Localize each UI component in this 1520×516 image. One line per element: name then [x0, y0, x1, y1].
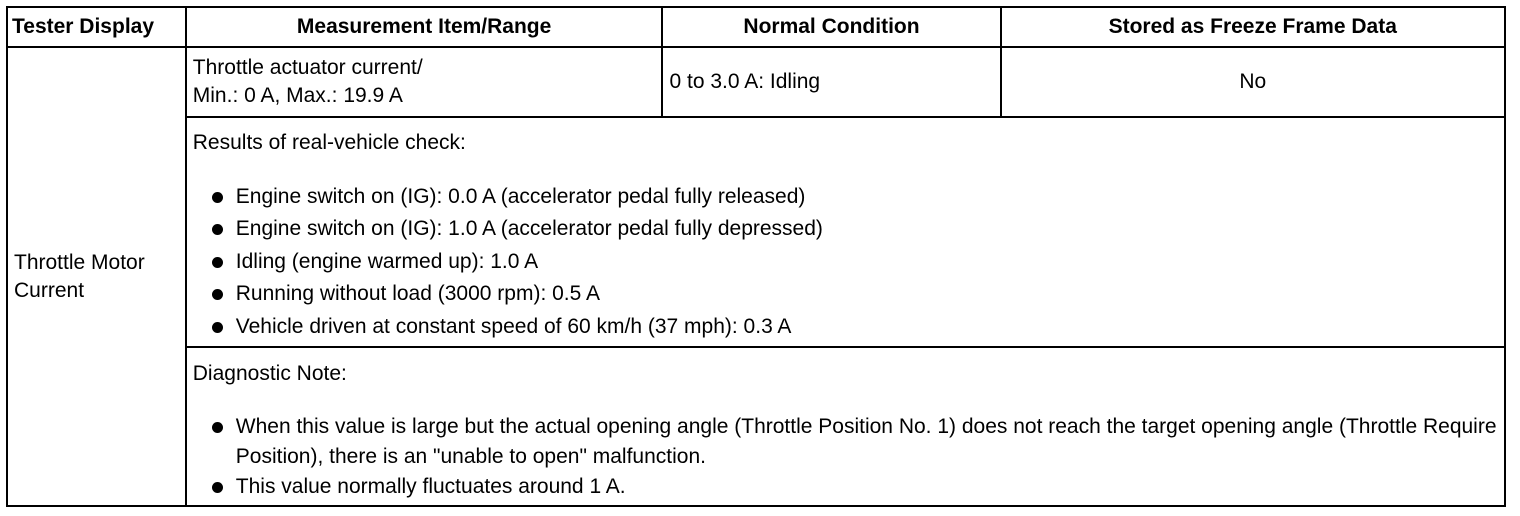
bullet-icon — [212, 257, 223, 268]
normal-condition-cell: 0 to 3.0 A: Idling — [662, 47, 1000, 117]
header-measurement-item: Measurement Item/Range — [186, 7, 663, 47]
freeze-frame-cell: No — [1001, 47, 1506, 117]
bullet-icon — [212, 192, 223, 203]
list-item — [193, 181, 1498, 214]
table-row — [7, 47, 1505, 117]
measurement-item-line1: Throttle actuator current/ — [192, 56, 423, 79]
header-tester-display: Tester Display — [7, 7, 186, 47]
list-item — [193, 246, 1498, 279]
header-freeze-frame: Stored as Freeze Frame Data — [1001, 7, 1506, 47]
list-item-text: Running without load (3000 rpm): 0.5 A — [235, 282, 600, 306]
list-item-text: When this value is large but the actual opening angle (Throttle Position No. 1) does not reach the target opening angle (Throttle Require Position), there is an "unable to open" malfunction. — [235, 414, 1497, 468]
list-item — [193, 311, 1498, 344]
list-item — [193, 472, 1498, 502]
bullet-icon — [212, 322, 223, 333]
list-item — [193, 213, 1498, 246]
measurement-item-cell — [186, 47, 663, 117]
diagnostic-note-cell — [186, 347, 1505, 506]
list-item-text: Idling (engine warmed up): 1.0 A — [235, 249, 539, 273]
list-item — [193, 412, 1498, 472]
table-row — [7, 117, 1505, 347]
real-vehicle-check-list — [193, 181, 1498, 344]
bullet-icon — [212, 422, 223, 433]
list-item-text: This value normally fluctuates around 1 A. — [235, 474, 626, 498]
header-normal-condition: Normal Condition — [662, 7, 1000, 47]
list-item-text: Engine switch on (IG): 1.0 A (accelerator pedal fully depressed) — [235, 217, 823, 241]
real-vehicle-check-cell — [186, 117, 1505, 347]
bullet-icon — [212, 482, 223, 493]
measurement-item-line2: Min.: 0 A, Max.: 19.9 A — [192, 84, 403, 107]
header-row — [7, 7, 1505, 47]
data-list-table — [6, 6, 1506, 507]
diagnostic-note-heading: Diagnostic Note: — [192, 361, 347, 385]
table-row — [7, 347, 1505, 506]
real-vehicle-check-heading: Results of real-vehicle check: — [192, 130, 466, 154]
list-item-text: Engine switch on (IG): 0.0 A (accelerator pedal fully released) — [235, 184, 806, 208]
diagnostic-note-list — [193, 412, 1498, 502]
spec-table-container — [6, 6, 1506, 507]
list-item-text: Vehicle driven at constant speed of 60 km/h (37 mph): 0.3 A — [235, 314, 792, 338]
bullet-icon — [212, 289, 223, 300]
list-item — [193, 278, 1498, 311]
tester-display-cell: Throttle Motor Current — [7, 47, 186, 506]
bullet-icon — [212, 224, 223, 235]
